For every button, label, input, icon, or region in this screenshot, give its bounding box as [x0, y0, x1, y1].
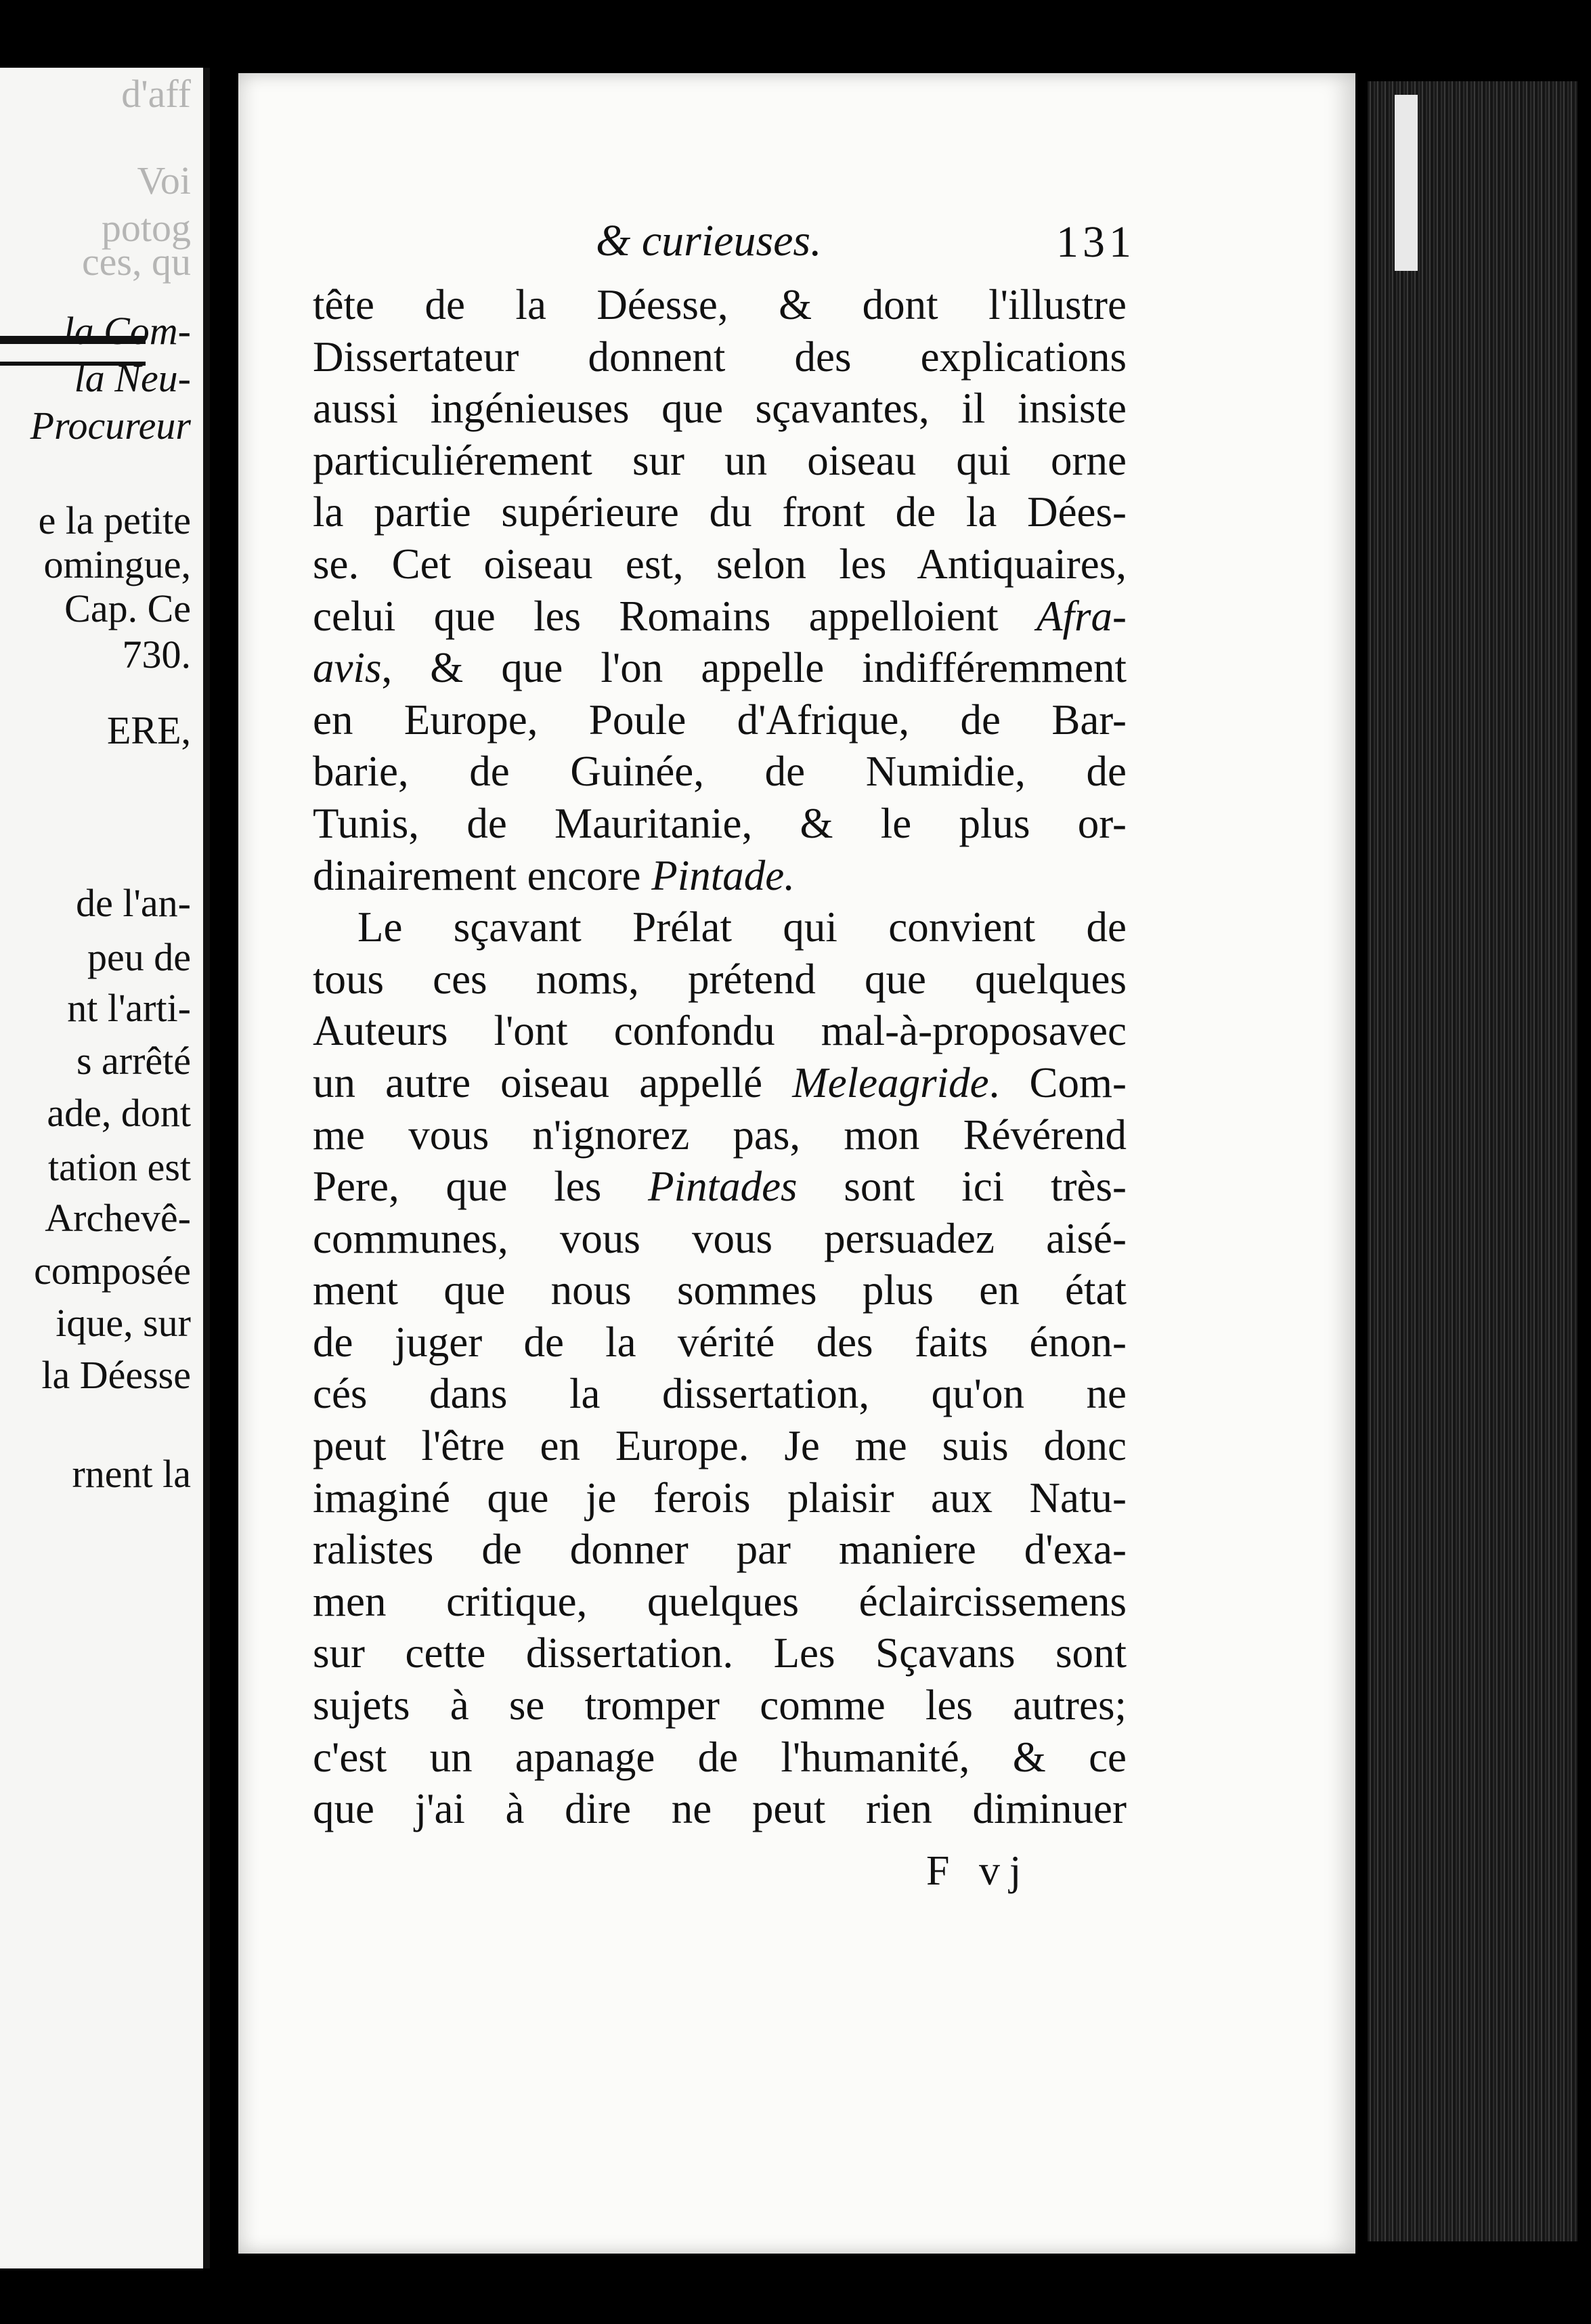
text-line — [313, 642, 1127, 694]
text-segment: de juger de la vérité des faits énon- — [313, 1318, 1127, 1366]
text-segment: que j'ai à dire ne peut rien diminuer — [313, 1785, 1127, 1833]
text-segment: celui que les Romains appelloient — [313, 592, 1037, 640]
text-line — [313, 1109, 1127, 1161]
text-segment: sur cette dissertation. Les Sçavans sont — [313, 1629, 1127, 1677]
book-fore-edge — [1368, 81, 1577, 2241]
facing-page-text-fragment: ade, dont — [47, 1091, 191, 1135]
text-line — [313, 798, 1127, 850]
text-line — [313, 1731, 1127, 1784]
text-line — [313, 538, 1127, 590]
facing-page-text-fragment: composée — [34, 1249, 191, 1293]
text-line — [313, 590, 1127, 643]
text-segment: sont ici très- — [797, 1163, 1127, 1211]
facing-page-text-fragment: d'aff — [121, 72, 191, 116]
facing-page-text-fragment: ces, qu — [81, 240, 191, 284]
text-segment: sujets à se tromper comme les autres; — [313, 1681, 1127, 1729]
text-segment: Auteurs l'ont confondu mal-à-proposavec — [313, 1007, 1127, 1055]
text-line — [313, 1783, 1127, 1835]
text-line — [313, 850, 1127, 902]
text-segment: men critique, quelques éclaircissemens — [313, 1577, 1127, 1625]
text-line — [313, 953, 1127, 1006]
italic-text: Pintade. — [651, 851, 795, 899]
facing-page-text-fragment: Archevê- — [45, 1196, 191, 1240]
text-segment: tête de la Déesse, & dont l'illustre — [313, 281, 1127, 328]
facing-page-text-fragment: de l'an- — [76, 881, 191, 925]
facing-page-text-fragment: nt l'arti- — [67, 986, 191, 1030]
text-segment: la partie supérieure du front de la Dées- — [313, 488, 1127, 536]
text-segment: Dissertateur donnent des explications — [313, 332, 1127, 381]
text-line — [313, 1161, 1127, 1213]
text-segment: peut l'être en Europe. Je me suis donc — [313, 1422, 1127, 1470]
text-line — [313, 1472, 1127, 1524]
text-line — [313, 1420, 1127, 1472]
text-line — [313, 1368, 1127, 1420]
italic-text: avis — [313, 644, 382, 692]
text-segment: barie, de Guinée, de Numidie, de — [313, 748, 1127, 796]
text-line — [313, 279, 1127, 331]
text-segment: un autre oiseau appellé — [313, 1058, 793, 1106]
page-number: 131 — [1056, 217, 1135, 267]
facing-page-text-fragment: potog — [101, 206, 191, 250]
text-segment: dinairement encore — [313, 851, 652, 899]
facing-page-text-fragment: la Com- — [63, 309, 191, 353]
text-segment: Le sçavant Prélat qui convient de — [357, 903, 1127, 951]
facing-page-text-fragment: 730. — [122, 632, 191, 676]
text-segment: particuliérement sur un oiseau qui orne — [313, 436, 1127, 484]
text-segment: ment que nous sommes plus en état — [313, 1266, 1127, 1314]
text-segment: aussi ingénieuses que sçavantes, il insiste — [313, 385, 1127, 433]
text-line — [313, 1524, 1127, 1576]
body-text — [313, 279, 1127, 1835]
facing-page-fragment — [0, 68, 210, 2268]
facing-page-text-fragment: la Déesse — [41, 1353, 191, 1397]
text-segment: ralistes de donner par maniere d'exa- — [313, 1526, 1127, 1574]
text-segment: . Com- — [988, 1058, 1127, 1106]
running-head: & curieuses. — [596, 216, 822, 265]
text-line — [313, 383, 1127, 435]
facing-page-text-fragment: omingue, — [43, 542, 191, 586]
italic-text: Pintades — [648, 1163, 798, 1211]
text-line — [313, 1316, 1127, 1369]
text-segment: me vous n'ignorez pas, mon Révérend — [313, 1111, 1127, 1159]
text-line — [313, 1057, 1127, 1109]
text-line — [313, 1576, 1127, 1628]
text-segment: Pere, que les — [313, 1163, 649, 1211]
text-line — [313, 1005, 1127, 1057]
facing-page-text-fragment: ique, sur — [56, 1301, 191, 1345]
facing-page-text-fragment: Cap. Ce — [64, 586, 191, 630]
italic-text: Afra- — [1037, 592, 1127, 640]
facing-page-text-fragment: ERE, — [106, 708, 191, 752]
facing-page-text-fragment: s arrêté — [76, 1039, 191, 1083]
text-segment: , & que l'on appelle indifféremment — [381, 644, 1127, 692]
text-segment: Tunis, de Mauritanie, & le plus or- — [313, 799, 1127, 847]
facing-page-text-fragment: la Neu- — [74, 356, 191, 400]
facing-page-text-fragment: Procureur — [30, 404, 191, 448]
text-segment: tous ces noms, prétend que quelques — [313, 955, 1127, 1003]
italic-text: Meleagride — [792, 1058, 989, 1106]
facing-page-text-fragment: e la petite — [38, 498, 191, 542]
text-line — [313, 435, 1127, 487]
text-segment: c'est un apanage de l'humanité, & ce — [313, 1733, 1127, 1781]
text-line — [313, 1679, 1127, 1731]
facing-page-text-fragment: Voi — [137, 158, 191, 202]
text-line — [313, 331, 1127, 383]
text-line — [313, 694, 1127, 746]
facing-page-text-fragment: peu de — [87, 935, 191, 979]
text-line — [313, 901, 1127, 953]
text-line — [313, 1264, 1127, 1316]
text-line — [313, 1627, 1127, 1679]
text-line — [313, 486, 1127, 538]
facing-page-text-fragment: rnent la — [72, 1452, 191, 1496]
signature-mark: F vj — [926, 1848, 1031, 1894]
facing-page-text-fragment: tation est — [47, 1145, 191, 1189]
text-segment: communes, vous vous persuadez aisé- — [313, 1214, 1127, 1262]
text-line — [313, 1213, 1127, 1265]
text-line — [313, 746, 1127, 798]
text-segment: cés dans la dissertation, qu'on ne — [313, 1370, 1127, 1418]
text-segment: en Europe, Poule d'Afrique, de Bar- — [313, 695, 1127, 744]
text-segment: se. Cet oiseau est, selon les Antiquaires, — [313, 540, 1127, 588]
text-segment: imaginé que je ferois plaisir aux Natu- — [313, 1473, 1127, 1522]
